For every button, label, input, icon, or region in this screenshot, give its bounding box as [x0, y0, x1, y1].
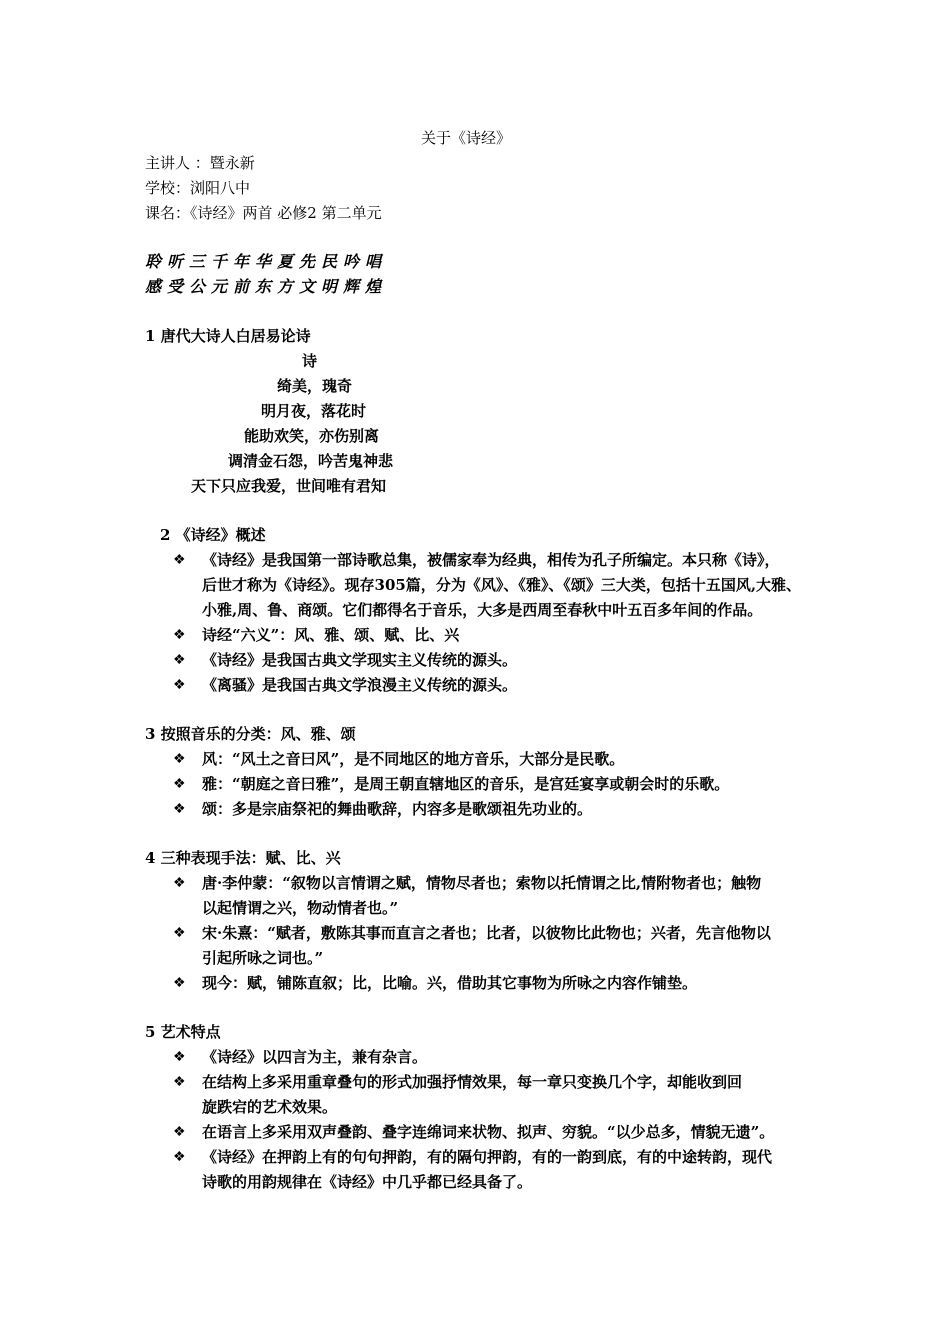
diamond-bullet-icon: ❖ [173, 975, 186, 991]
poem-line: 能助欢笑，亦伤别离 [244, 427, 380, 445]
list-item-line: 宋·朱熹：“赋者，敷陈其事而直言之者也；比者，以彼物比此物也；兴者，先言他物以 [202, 924, 771, 942]
list-item-line: 诗歌的用韵规律在《诗经》中几乎都已经具备了。 [202, 1173, 533, 1191]
diamond-bullet-icon: ❖ [173, 801, 186, 817]
course-line: 课名：《诗经》两首 必修2 第二单元 [145, 204, 382, 222]
diamond-bullet-icon: ❖ [173, 1074, 186, 1090]
diamond-bullet-icon: ❖ [173, 652, 186, 668]
list-item-line: 以起情谓之兴，物动情者也。” [202, 899, 399, 917]
diamond-bullet-icon: ❖ [173, 677, 186, 693]
speaker-line: 主讲人 ：暨永新 [145, 154, 255, 172]
list-item-line: 引起所咏之词也。” [202, 949, 324, 967]
list-item-line: 诗经“六义”：风、雅、颂、赋、比、兴 [202, 626, 460, 644]
diamond-bullet-icon: ❖ [173, 627, 186, 643]
section-3-heading: 3 按照音乐的分类：风、雅、颂 [145, 725, 356, 743]
diamond-bullet-icon: ❖ [173, 552, 186, 568]
list-item-line: 《诗经》是我国第一部诗歌总集，被儒家奉为经典，相传为孔子所编定。本只称《诗》， [202, 551, 780, 569]
poem-line: 绮美，瑰奇 [277, 377, 353, 395]
list-item-line: 《离骚》是我国古典文学浪漫主义传统的源头。 [202, 676, 518, 694]
list-item-line: 唐·李仲蒙：“叙物以言情谓之赋，情物尽者也；索物以托情谓之比,情附物者也；触物 [202, 874, 762, 892]
list-item-line: 小雅,周、鲁、商颂。它们都得名于音乐，大多是西周至春秋中叶五百多年间的作品。 [202, 601, 763, 619]
diamond-bullet-icon: ❖ [173, 875, 186, 891]
poem-line: 调清金石怨，吟苦鬼神悲 [228, 452, 394, 470]
school-line: 学校：浏阳八中 [145, 179, 251, 197]
list-item-line: 雅：“朝庭之音曰雅”，是周王朝直辖地区的音乐，是宫廷宴享或朝会时的乐歌。 [202, 775, 730, 793]
diamond-bullet-icon: ❖ [173, 1049, 186, 1065]
section-1-heading: 1 唐代大诗人白居易论诗 [145, 327, 311, 345]
diamond-bullet-icon: ❖ [173, 925, 186, 941]
list-item-line: 后世才称为《诗经》。现存305篇，分为《风》、《雅》、《颂》三大类，包括十五国风,大雅、 [202, 576, 802, 594]
diamond-bullet-icon: ❖ [173, 776, 186, 792]
list-item-line: 颂：多是宗庙祭祀的舞曲歌辞，内容多是歌颂祖先功业的。 [202, 800, 593, 818]
list-item-line: 现今：赋，铺陈直叙；比，比喻。兴，借助其它事物为所咏之内容作铺垫。 [202, 974, 698, 992]
diamond-bullet-icon: ❖ [173, 751, 186, 767]
document-title: 关于《诗经》 [421, 129, 512, 147]
section-2-heading: 2 《诗经》概述 [160, 526, 266, 544]
list-item-line: 《诗经》是我国古典文学现实主义传统的源头。 [202, 651, 518, 669]
diamond-bullet-icon: ❖ [173, 1124, 186, 1140]
list-item-line: 旋跌宕的艺术效果。 [202, 1098, 338, 1116]
diamond-bullet-icon: ❖ [173, 1149, 186, 1165]
section-5-heading: 5 艺术特点 [145, 1023, 221, 1041]
poem-line: 诗 [302, 352, 318, 370]
list-item-line: 在结构上多采用重章叠句的形式加强抒情效果，每一章只变换几个字，却能收到回 [202, 1073, 743, 1091]
list-item-line: 在语言上多采用双声叠韵、叠字连绵词来状物、拟声、穷貌。“以少总多，情貌无遗”。 [202, 1123, 775, 1141]
section-4-heading: 4 三种表现手法：赋、比、兴 [145, 849, 341, 867]
slogan-line-1: 聆听三千年华夏先民吟唱 [145, 252, 388, 271]
list-item-line: 风：“风土之音曰风”，是不同地区的地方音乐，大部分是民歌。 [202, 750, 625, 768]
poem-line: 天下只应我爱，世间唯有君知 [191, 477, 387, 495]
slogan-line-2: 感受公元前东方文明辉煌 [145, 277, 388, 296]
list-item-line: 《诗经》在押韵上有的句句押韵，有的隔句押韵，有的一韵到底，有的中途转韵，现代 [202, 1148, 773, 1166]
list-item-line: 《诗经》以四言为主，兼有杂言。 [202, 1048, 428, 1066]
poem-line: 明月夜，落花时 [261, 402, 367, 420]
